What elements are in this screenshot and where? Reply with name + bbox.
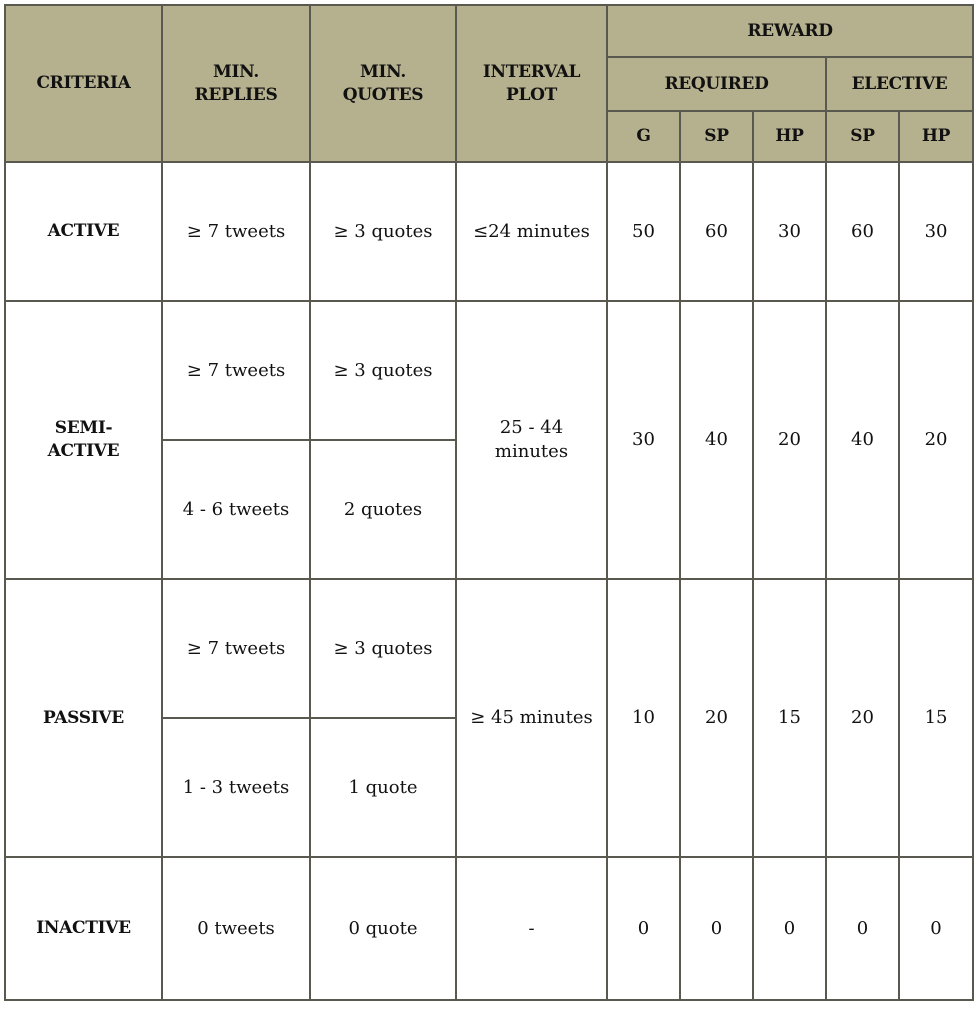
- g-inactive: 0: [607, 857, 680, 1000]
- header-interval-line1: INTERVAL: [482, 61, 581, 82]
- header-criteria: CRITERIA: [5, 5, 162, 162]
- interval-passive: ≥ 45 minutes: [456, 579, 607, 857]
- row-semi-active-a: [5, 301, 973, 440]
- criteria-active: ACTIVE: [5, 162, 162, 301]
- reward-criteria-table: [4, 4, 974, 1001]
- reward-criteria-table-container: [4, 4, 972, 1001]
- header-hp-elective: HP: [899, 111, 973, 162]
- quotes-semi-active-a: ≥ 3 quotes: [310, 301, 456, 440]
- replies-passive-a: ≥ 7 tweets: [162, 579, 310, 718]
- header-elective: ELECTIVE: [826, 57, 973, 111]
- header-min-quotes: [310, 5, 456, 162]
- quotes-active: ≥ 3 quotes: [310, 162, 456, 301]
- header-row-1: [5, 5, 973, 57]
- row-active: [5, 162, 973, 301]
- sp-required-inactive: 0: [680, 857, 753, 1000]
- header-min-quotes-line2: QUOTES: [342, 84, 424, 105]
- hp-required-active: 30: [753, 162, 826, 301]
- header-sp-required: SP: [680, 111, 753, 162]
- criteria-passive: PASSIVE: [5, 579, 162, 857]
- row-passive-a: [5, 579, 973, 718]
- interval-semi-active: [456, 301, 607, 579]
- header-min-replies-line2: REPLIES: [194, 84, 278, 105]
- header-sp-elective: SP: [826, 111, 899, 162]
- hp-required-semi-active: 20: [753, 301, 826, 579]
- header-interval-line2: PLOT: [506, 84, 557, 105]
- hp-elective-active: 30: [899, 162, 973, 301]
- criteria-semi-active: [5, 301, 162, 579]
- quotes-passive-b: 1 quote: [310, 718, 456, 857]
- hp-elective-semi-active: 20: [899, 301, 973, 579]
- sp-elective-active: 60: [826, 162, 899, 301]
- sp-required-passive: 20: [680, 579, 753, 857]
- replies-inactive: 0 tweets: [162, 857, 310, 1000]
- interval-inactive: -: [456, 857, 607, 1000]
- table-header: [5, 5, 973, 162]
- g-active: 50: [607, 162, 680, 301]
- header-g: G: [607, 111, 680, 162]
- criteria-semi-active-line2: ACTIVE: [47, 441, 120, 461]
- sp-elective-inactive: 0: [826, 857, 899, 1000]
- header-min-replies-line1: MIN.: [213, 61, 259, 82]
- criteria-semi-active-line1: SEMI-: [54, 418, 113, 438]
- interval-semi-active-line1: 25 - 44: [499, 417, 564, 438]
- interval-semi-active-line2: minutes: [494, 441, 569, 462]
- table-body: [5, 162, 973, 1000]
- replies-semi-active-a: ≥ 7 tweets: [162, 301, 310, 440]
- header-interval-plot: [456, 5, 607, 162]
- g-semi-active: 30: [607, 301, 680, 579]
- header-required: REQUIRED: [607, 57, 826, 111]
- quotes-passive-a: ≥ 3 quotes: [310, 579, 456, 718]
- quotes-semi-active-b: 2 quotes: [310, 440, 456, 579]
- criteria-inactive: INACTIVE: [5, 857, 162, 1000]
- quotes-inactive: 0 quote: [310, 857, 456, 1000]
- hp-required-inactive: 0: [753, 857, 826, 1000]
- row-inactive: [5, 857, 973, 1000]
- replies-semi-active-b: 4 - 6 tweets: [162, 440, 310, 579]
- sp-required-active: 60: [680, 162, 753, 301]
- header-reward: REWARD: [607, 5, 973, 57]
- header-hp-required: HP: [753, 111, 826, 162]
- g-passive: 10: [607, 579, 680, 857]
- hp-elective-passive: 15: [899, 579, 973, 857]
- hp-elective-inactive: 0: [899, 857, 973, 1000]
- header-min-replies: [162, 5, 310, 162]
- sp-elective-passive: 20: [826, 579, 899, 857]
- hp-required-passive: 15: [753, 579, 826, 857]
- sp-required-semi-active: 40: [680, 301, 753, 579]
- replies-active: ≥ 7 tweets: [162, 162, 310, 301]
- sp-elective-semi-active: 40: [826, 301, 899, 579]
- replies-passive-b: 1 - 3 tweets: [162, 718, 310, 857]
- interval-active: ≤24 minutes: [456, 162, 607, 301]
- header-min-quotes-line1: MIN.: [360, 61, 406, 82]
